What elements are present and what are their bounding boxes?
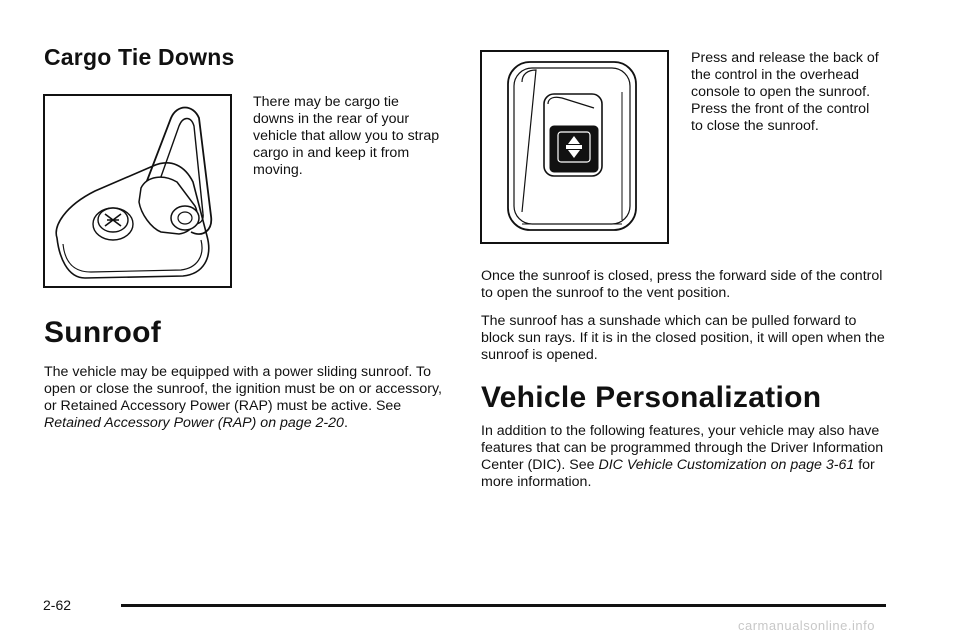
page-number: 2-62 <box>43 597 72 613</box>
sunroof-heading: Sunroof <box>44 316 162 349</box>
sunshade-text: The sunroof has a sunshade which can be pulled forward to block sun rays. If it is in the closed position, it will open when the sunroof is opened. <box>481 313 885 363</box>
sunroof-control-text: Press and release the back of the control in the overhead console to open the sunroof. Press the front of the control to close the sunroof. <box>691 50 879 134</box>
cargo-tie-downs-heading: Cargo Tie Downs <box>44 44 235 70</box>
footer-rule <box>121 604 886 607</box>
sunroof-vent-text: Once the sunroof is closed, press the forward side of the control to open the sunroof to the vent position. <box>481 268 883 301</box>
personalization-text <box>481 423 891 491</box>
personalization-suffix: for more information. <box>481 457 875 490</box>
watermark: carmanualsonline.info <box>738 618 875 633</box>
tie-down-icon <box>45 96 230 286</box>
vehicle-personalization-heading: Vehicle Personalization <box>481 381 822 414</box>
sunroof-intro-text <box>44 364 444 432</box>
dic-customization-link[interactable]: DIC Vehicle Customization on page 3-61 <box>598 457 855 473</box>
sunroof-switch-icon <box>482 52 667 242</box>
sunroof-control-illustration <box>480 50 669 244</box>
sunroof-intro-prefix: The vehicle may be equipped with a power sliding sunroof. To open or close the sunroof, the ignition must be on or accessory, or Retained Accessory Power (RAP) must be active. See <box>44 364 442 414</box>
sunroof-intro-suffix: . <box>343 415 348 431</box>
personalization-prefix: In addition to the following features, your vehicle may also have features that can be programmed through the Driver Information Center (DIC). See <box>481 423 884 473</box>
cargo-tie-downs-text: There may be cargo tie downs in the rear of your vehicle that allow you to strap cargo in and keep it from moving. <box>253 94 440 178</box>
cargo-tie-down-illustration <box>43 94 232 288</box>
rap-reference-link[interactable]: Retained Accessory Power (RAP) on page 2-20 <box>44 415 344 431</box>
